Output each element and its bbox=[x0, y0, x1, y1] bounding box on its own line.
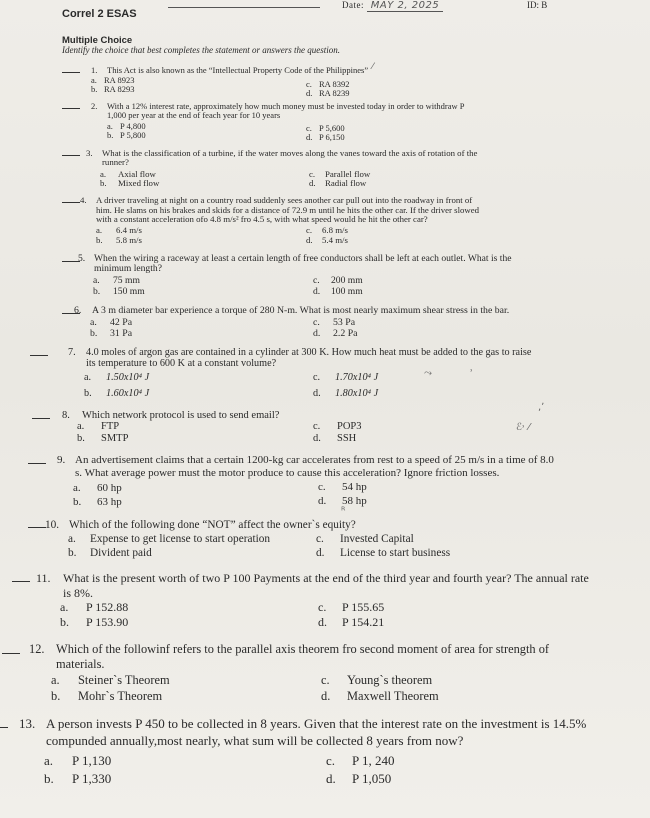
question-stem: A person invests P 450 to be collected in 8 years. Given that the interest rate on the investment is 14.5% compunded annually,most nearly, what sum will be collected 8 years from now? bbox=[46, 716, 587, 748]
question-stem: A driver traveling at night on a country road suddenly sees another car pull out into the roadway in front of him. He slams on his brakes and skids for a distance of 72.9 m until he hits the other car. If the driver slowed with a constant acceleration ofo 4.8 m/s² fro 4.5 s, with what speed would he hit the other car? bbox=[96, 195, 480, 224]
question-number: 9. bbox=[57, 454, 66, 466]
option-a[interactable]: a. 42 Pa bbox=[90, 317, 133, 328]
option-b[interactable]: b. 150 mm bbox=[93, 286, 145, 297]
option-c[interactable]: c. P 155.65 bbox=[318, 600, 385, 614]
option-a[interactable]: a. 6.4 m/s bbox=[96, 225, 142, 235]
option-c[interactable]: c. 6.8 m/s bbox=[306, 225, 348, 235]
question-number: 3. bbox=[86, 148, 93, 158]
answer-blank[interactable] bbox=[62, 72, 80, 73]
option-a[interactable]: a. P 1,130 bbox=[44, 753, 112, 768]
question-stem: When the wiring a raceway at least a certain length of free conductors shall be left at each outlet. What is the minimum length? bbox=[94, 253, 512, 274]
question-number: 1. bbox=[91, 65, 98, 75]
option-a[interactable]: a. P 4,800 bbox=[107, 121, 146, 131]
question-stem: Which of the followinf refers to the parallel axis theorem fro second moment of area for strength of materials. bbox=[56, 642, 550, 671]
option-b[interactable]: b. P 5,800 bbox=[107, 130, 146, 140]
answer-blank[interactable] bbox=[28, 463, 46, 464]
date-value: MAY 2, 2025 bbox=[367, 0, 443, 12]
question-number: 5. bbox=[78, 253, 86, 264]
option-b[interactable]: b. SMTP bbox=[77, 433, 129, 444]
answer-blank[interactable] bbox=[30, 355, 48, 356]
option-d[interactable]: d. 100 mm bbox=[313, 286, 363, 297]
option-a[interactable]: a. P 152.88 bbox=[60, 600, 129, 614]
option-a[interactable]: a. Axial flow bbox=[100, 169, 156, 179]
answer-blank[interactable] bbox=[62, 155, 80, 156]
question-stem: What is the classification of a turbine, if the water moves along the vanes toward the axis of rotation of the runner? bbox=[102, 148, 478, 167]
option-b[interactable]: b. 5.8 m/s bbox=[96, 235, 142, 245]
option-d[interactable]: d. RA 8239 bbox=[306, 88, 350, 98]
pencil-mark: ⁄ bbox=[372, 62, 374, 72]
pencil-mark: ⤳ bbox=[424, 368, 432, 379]
instruction-text: Identify the choice that best completes the statement or answers the question. bbox=[62, 45, 340, 55]
option-d[interactable]: d. 58 hp bbox=[318, 495, 367, 507]
answer-blank[interactable] bbox=[28, 527, 46, 528]
question-number: 10. bbox=[45, 519, 60, 531]
option-b[interactable]: b. 63 hp bbox=[73, 496, 122, 508]
question-stem: With a 12% interest rate, approximately how much money must be invested today in order to withdraw P 1,000 per year at the end of feach year for 10 years bbox=[107, 101, 465, 120]
option-d[interactable]: d. 5.4 m/s bbox=[306, 235, 348, 245]
question-number: 7. bbox=[68, 347, 76, 358]
answer-blank[interactable] bbox=[62, 202, 80, 203]
option-c[interactable]: c. 54 hp bbox=[318, 481, 367, 493]
option-d[interactable]: d. P 1,050 bbox=[326, 771, 392, 786]
option-b[interactable]: b. RA 8293 bbox=[91, 84, 135, 94]
option-d[interactable]: d. License to start business bbox=[316, 547, 451, 559]
question-number: 2. bbox=[91, 101, 98, 111]
question-number: 6. bbox=[74, 305, 82, 316]
date-label-text: Date: bbox=[342, 0, 364, 10]
question-stem: This Act is also known as the “Intellectual Property Code of the Philippines” bbox=[107, 65, 369, 75]
question-stem: 4.0 moles of argon gas are contained in a cylinder at 300 K. How much heat must be added to the gas to raise its temperature to 600 K at a constant volume? bbox=[86, 347, 532, 369]
question-stem: An advertisement claims that a certain 1200-kg car accelerates from rest to a speed of 25 m/s in a time of 8.0 s. What average power must the motor produce to cause this acceleration? Ignore friction losses. bbox=[75, 454, 554, 479]
header-rule bbox=[168, 7, 320, 8]
pencil-mark: ᴿ bbox=[341, 506, 346, 517]
option-c[interactable]: c. Young`s theorem bbox=[321, 673, 433, 687]
question-stem: A 3 m diameter bar experience a torque of 280 N-m. What is most nearly maximum shear stress in the bar. bbox=[92, 305, 510, 316]
answer-blank[interactable] bbox=[2, 653, 20, 654]
pencil-mark: ℰ˒ ⁄ bbox=[516, 422, 530, 433]
option-d[interactable]: d. P 154.21 bbox=[318, 615, 385, 629]
option-c[interactable]: c. RA 8392 bbox=[306, 79, 350, 89]
option-d[interactable]: d. SSH bbox=[313, 433, 357, 444]
answer-blank[interactable] bbox=[12, 581, 30, 582]
option-c[interactable]: c. POP3 bbox=[313, 421, 362, 432]
date-label bbox=[342, 0, 443, 11]
answer-blank[interactable] bbox=[32, 418, 50, 419]
pencil-mark: ,՚ bbox=[538, 402, 545, 413]
option-c[interactable]: c. P 5,600 bbox=[306, 123, 345, 133]
answer-blank[interactable] bbox=[62, 108, 80, 109]
option-a[interactable]: a. RA 8923 bbox=[91, 75, 135, 85]
option-a[interactable]: a. 1.50x10⁴ J bbox=[84, 372, 150, 383]
option-d[interactable]: d. 1.80x10⁴ J bbox=[313, 388, 379, 399]
option-a[interactable]: a. FTP bbox=[77, 421, 120, 432]
section-title: Multiple Choice bbox=[62, 35, 133, 46]
question-number: 4. bbox=[80, 195, 87, 205]
option-b[interactable]: b. 31 Pa bbox=[90, 328, 133, 339]
question-number: 11. bbox=[36, 571, 51, 585]
option-b[interactable]: b. Mixed flow bbox=[100, 178, 160, 188]
question-number: 8. bbox=[62, 410, 70, 421]
question-stem: Which of the following done “NOT” affect the owner`s equity? bbox=[69, 519, 356, 531]
option-b[interactable]: b. P 1,330 bbox=[44, 771, 112, 786]
option-a[interactable]: a. 75 mm bbox=[93, 275, 140, 286]
option-d[interactable]: d. Maxwell Theorem bbox=[321, 689, 439, 703]
option-c[interactable]: c. 53 Pa bbox=[313, 317, 356, 328]
option-a[interactable]: a. 60 hp bbox=[73, 482, 122, 494]
option-a[interactable]: a. Expense to get license to start operation bbox=[68, 533, 271, 545]
option-d[interactable]: d. P 6,150 bbox=[306, 132, 345, 142]
exam-title: Correl 2 ESAS bbox=[62, 8, 137, 20]
option-c[interactable]: c. 200 mm bbox=[313, 275, 363, 286]
question-number: 12. bbox=[29, 642, 45, 656]
question-stem: What is the present worth of two P 100 Payments at the end of the third year and fourth year? The annual rate is 8%. bbox=[63, 571, 589, 600]
option-a[interactable]: a. Steiner`s Theorem bbox=[51, 673, 170, 687]
option-c[interactable]: c. P 1, 240 bbox=[326, 753, 395, 768]
option-b[interactable]: b. P 153.90 bbox=[60, 615, 129, 629]
option-d[interactable]: d. 2.2 Pa bbox=[313, 328, 358, 339]
option-b[interactable]: b. 1.60x10⁴ J bbox=[84, 388, 150, 399]
id-label: ID: B bbox=[527, 0, 548, 10]
option-b[interactable]: b. Divident paid bbox=[68, 547, 152, 559]
option-c[interactable]: c. 1.70x10⁴ J bbox=[313, 372, 379, 383]
answer-blank[interactable] bbox=[0, 727, 8, 728]
question-number: 13. bbox=[19, 716, 36, 731]
option-b[interactable]: b. Mohr`s Theorem bbox=[51, 689, 163, 703]
pencil-mark: ˒ bbox=[470, 366, 474, 377]
option-c[interactable]: c. Parallel flow bbox=[309, 169, 371, 179]
option-c[interactable]: c. Invested Capital bbox=[316, 533, 414, 545]
question-stem: Which network protocol is used to send email? bbox=[82, 410, 280, 421]
option-d[interactable]: d. Radial flow bbox=[309, 178, 367, 188]
